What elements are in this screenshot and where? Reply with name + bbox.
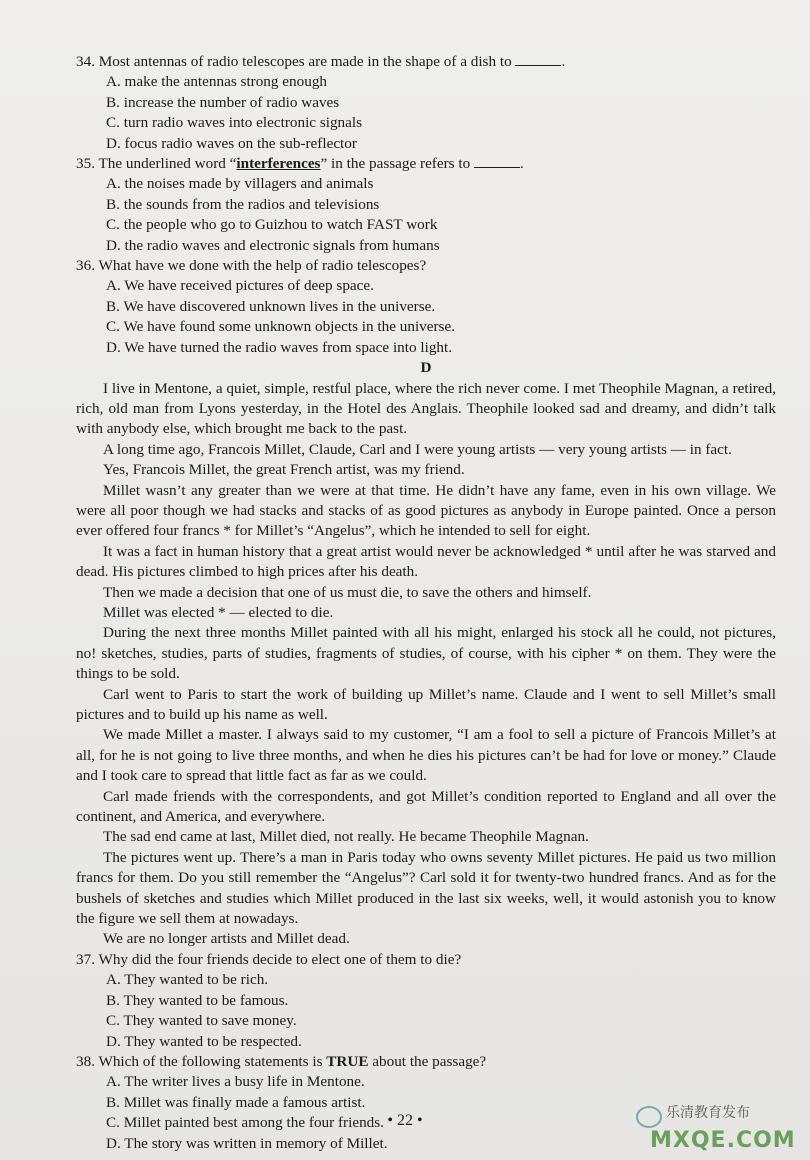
question-36: 36. What have we done with the help of radio telescopes? [76, 257, 427, 275]
question-34: 34. Most antennas of radio telescopes are made in the shape of a dish to . [76, 53, 566, 70]
page-number: • 22 • [387, 1112, 423, 1129]
watermark-site: MXQE.COM [650, 1128, 796, 1153]
passage-paragraph: Carl went to Paris to start the work of building up Millet’s name. Claude and I went to sell Millet’s small pictures and to build up his name as well. [76, 685, 776, 723]
passage-paragraph: The sad end came at last, Millet died, not really. He became Theophile Magnan. [103, 828, 589, 846]
passage-paragraph: We are no longer artists and Millet dead. [103, 930, 350, 948]
option-37-a: A. They wanted to be rich. [106, 971, 269, 989]
passage-paragraph: I live in Mentone, a quiet, simple, restful place, where the rich never come. I met Theophile Magnan, a retired, rich, old man from Lyons yesterday, in the Hotel des Anglais. Theophile looked sad and dreamy, and didn’t talk with anybody else, which brought me back to the past. [76, 379, 776, 438]
option-37-d: D. They wanted to be respected. [106, 1032, 302, 1050]
option-36-a: A. We have received pictures of deep space. [106, 277, 374, 295]
passage-paragraph: Millet was elected * — elected to die. [103, 603, 334, 621]
option-37-c: C. They wanted to save money. [106, 1012, 297, 1030]
watermark-text: 乐清教育发布 [666, 1105, 750, 1121]
passage-paragraph: Carl made friends with the correspondents, and got Millet’s condition reported to England and all over the continent, and America, and everywhere. [76, 787, 776, 826]
section-label: D [420, 359, 432, 377]
option-35-a: A. the noises made by villagers and animals [106, 175, 374, 193]
option-38-b: B. Millet was finally made a famous artist. [106, 1093, 366, 1111]
passage-paragraph: A long time ago, Francois Millet, Claude, Carl and I were young artists — very young artists — in fact. [103, 440, 732, 458]
option-34-b: B. increase the number of radio waves [106, 93, 340, 111]
option-36-d: D. We have turned the radio waves from space into light. [106, 338, 453, 356]
option-34-c: C. turn radio waves into electronic signals [106, 114, 363, 132]
passage-paragraph: Yes, Francois Millet, the great French artist, was my friend. [103, 461, 465, 479]
passage-paragraph: During the next three months Millet painted with all his might, enlarged his stock all he could, not pictures, no! sketches, studies, parts of studies, fragments of studies, of course, with his cipher * on them. They were the things to be sold. [76, 624, 776, 683]
underlined-word: interferences [236, 155, 321, 173]
question-38: 38. Which of the following statements is TRUE about the passage? [76, 1052, 487, 1070]
question-37: 37. Why did the four friends decide to elect one of them to die? [76, 950, 462, 968]
option-38-d: D. The story was written in memory of Millet. [106, 1134, 388, 1152]
watermark [636, 1102, 804, 1154]
option-37-b: B. They wanted to be famous. [106, 991, 289, 1009]
option-35-c: C. the people who go to Guizhou to watch FAST work [106, 216, 438, 234]
option-34-a: A. make the antennas strong enough [106, 73, 328, 91]
option-38-c: C. Millet painted best among the four friends. [106, 1114, 384, 1132]
exam-content [76, 52, 776, 1154]
wechat-logo-icon [636, 1106, 662, 1128]
answer-blank [474, 155, 520, 168]
option-34-d: D. focus radio waves on the sub-reflector [106, 134, 357, 152]
passage-paragraph: It was a fact in human history that a great artist would never be acknowledged * until after he was starved and dead. His pictures climbed to high prices after his death. [76, 542, 776, 581]
passage-paragraph: Millet wasn’t any greater than we were at that time. He didn’t have any fame, even in his own village. We were all poor though we had stacks and stacks of as good pictures as anybody in Europe painted. Once a person ever offered four francs * for Millet’s “Angelus”, which he intended to sell for eight. [76, 481, 776, 540]
question-35: 35. The underlined word “interferences” in the passage refers to . [76, 155, 524, 173]
option-36-b: B. We have discovered unknown lives in the universe. [106, 297, 436, 315]
passage-paragraph: The pictures went up. There’s a man in Paris today who owns seventy Millet pictures. He paid us two million francs for them. Do you still remember the “Angelus”? Carl sold it for twenty-two hundred francs. And as for the bushels of sketches and studies which Millet produced in the last six weeks, well, it would astonish you to know the figure we sell them at nowadays. [76, 848, 776, 928]
emphasis-true: TRUE [326, 1052, 369, 1070]
passage-paragraph: We made Millet a master. I always said to my customer, “I am a fool to sell a picture of Francois Millet’s at all, for he is not going to live three months, and when he dies his pictures can’t be had for love or money.” Claude and I took care to spread that little fact as far as we could. [76, 726, 776, 785]
option-38-a: A. The writer lives a busy life in Mentone. [106, 1073, 365, 1091]
passage-paragraph: Then we made a decision that one of us must die, to save the others and himself. [103, 583, 592, 601]
option-35-d: D. the radio waves and electronic signals from humans [106, 236, 440, 254]
option-36-c: C. We have found some unknown objects in the universe. [106, 318, 456, 336]
answer-blank [515, 53, 561, 66]
option-35-b: B. the sounds from the radios and televisions [106, 195, 380, 213]
